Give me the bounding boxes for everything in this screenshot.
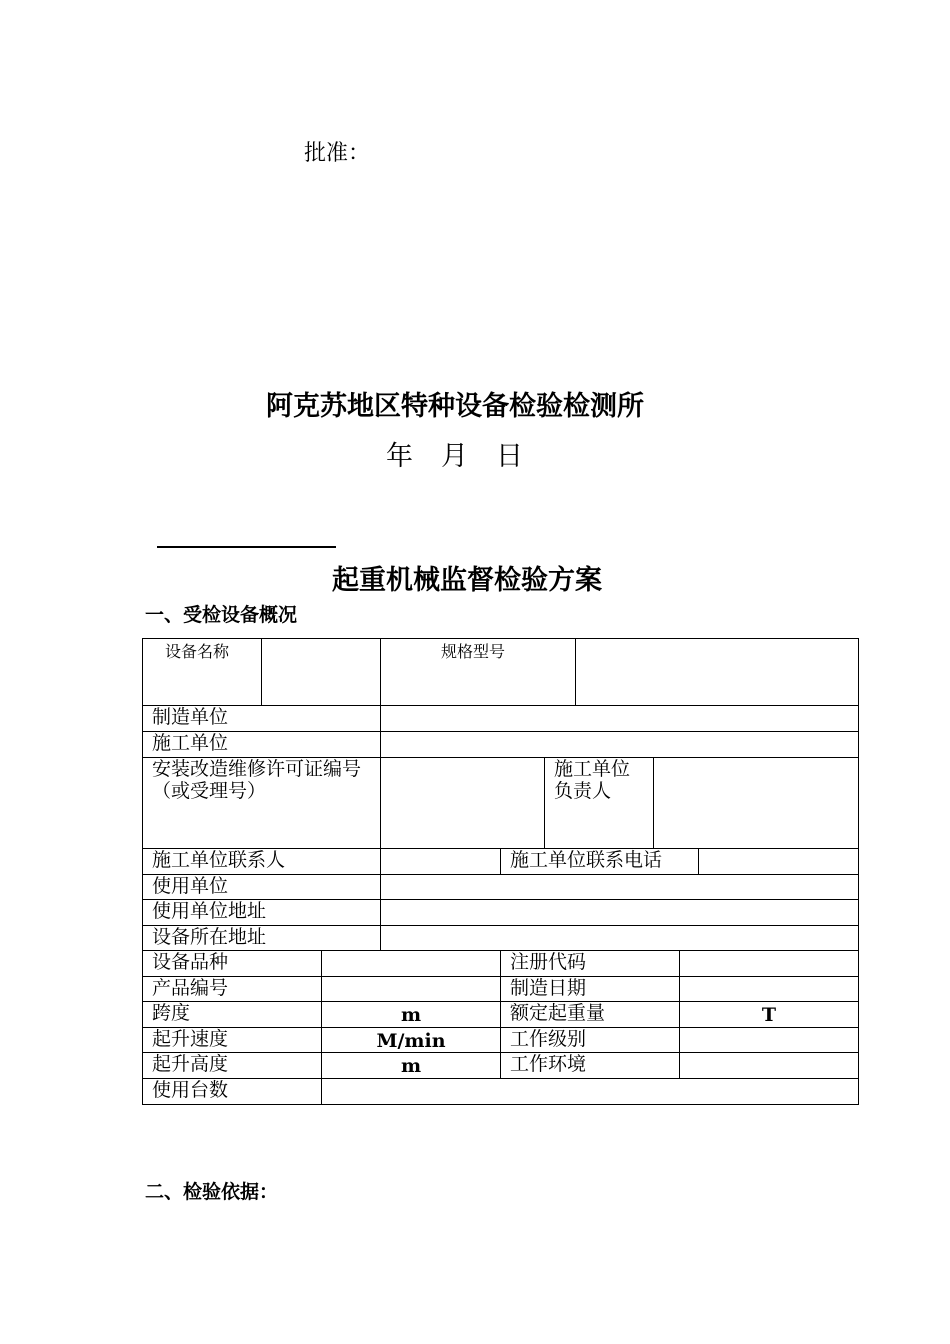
- user-address-value[interactable]: [380, 899, 859, 926]
- span-unit[interactable]: m: [321, 1001, 501, 1028]
- rated-load-label: 额定起重量: [500, 1001, 680, 1028]
- manufacture-date-value[interactable]: [679, 976, 859, 1002]
- device-type-label: 设备品种: [142, 950, 322, 977]
- spec-model-label: 规格型号: [380, 638, 576, 706]
- construction-contact-value[interactable]: [380, 848, 501, 875]
- spec-model-value[interactable]: [575, 638, 859, 706]
- manufacturer-value[interactable]: [380, 705, 859, 732]
- date-month: 月: [441, 441, 468, 472]
- units-in-use-label: 使用台数: [142, 1078, 322, 1105]
- user-unit-label: 使用单位: [142, 874, 381, 900]
- document-title: 起重机械监督检验方案: [332, 565, 602, 596]
- product-number-label: 产品编号: [142, 976, 322, 1002]
- date-year: 年: [386, 441, 413, 472]
- approval-label: 批准：: [304, 141, 371, 166]
- manufacturer-label: 制造单位: [142, 705, 381, 732]
- lifting-height-unit[interactable]: m: [321, 1052, 501, 1079]
- work-class-label: 工作级别: [500, 1027, 680, 1053]
- registration-code-value[interactable]: [679, 950, 859, 977]
- date-line: [386, 434, 523, 473]
- construction-phone-value[interactable]: [698, 848, 859, 875]
- manufacture-date-label: 制造日期: [500, 976, 680, 1002]
- registration-code-label: 注册代码: [500, 950, 680, 977]
- work-environment-value[interactable]: [679, 1052, 859, 1079]
- device-type-value[interactable]: [321, 950, 501, 977]
- construction-lead-label: 施工单位负责人: [544, 757, 654, 849]
- work-environment-label: 工作环境: [500, 1052, 680, 1079]
- construction-unit-value[interactable]: [380, 731, 859, 758]
- units-in-use-value[interactable]: [321, 1078, 859, 1105]
- product-number-value[interactable]: [321, 976, 501, 1002]
- user-unit-value[interactable]: [380, 874, 859, 900]
- section-heading-2: 二、检验依据：: [145, 1181, 279, 1203]
- construction-contact-label: 施工单位联系人: [142, 848, 381, 875]
- license-number-value[interactable]: [380, 757, 545, 849]
- span-label: 跨度: [142, 1001, 322, 1028]
- device-name-label: 设备名称: [142, 638, 262, 706]
- section-heading-1: 一、受检设备概况: [145, 604, 298, 626]
- rated-load-unit[interactable]: T: [679, 1001, 859, 1028]
- work-class-value[interactable]: [679, 1027, 859, 1053]
- organization-name: 阿克苏地区特种设备检验检测所: [266, 391, 644, 422]
- device-name-value[interactable]: [261, 638, 381, 706]
- construction-unit-label: 施工单位: [142, 731, 381, 758]
- date-day: 日: [496, 441, 523, 472]
- user-address-label: 使用单位地址: [142, 899, 381, 926]
- license-number-label: 安装改造维修许可证编号（或受理号）: [142, 757, 381, 849]
- construction-lead-value[interactable]: [653, 757, 859, 849]
- construction-phone-label: 施工单位联系电话: [500, 848, 699, 875]
- signature-underline: [157, 546, 336, 548]
- lifting-speed-label: 起升速度: [142, 1027, 322, 1053]
- device-location-label: 设备所在地址: [142, 925, 381, 951]
- device-location-value[interactable]: [380, 925, 859, 951]
- lifting-speed-unit[interactable]: M/min: [321, 1027, 501, 1053]
- lifting-height-label: 起升高度: [142, 1052, 322, 1079]
